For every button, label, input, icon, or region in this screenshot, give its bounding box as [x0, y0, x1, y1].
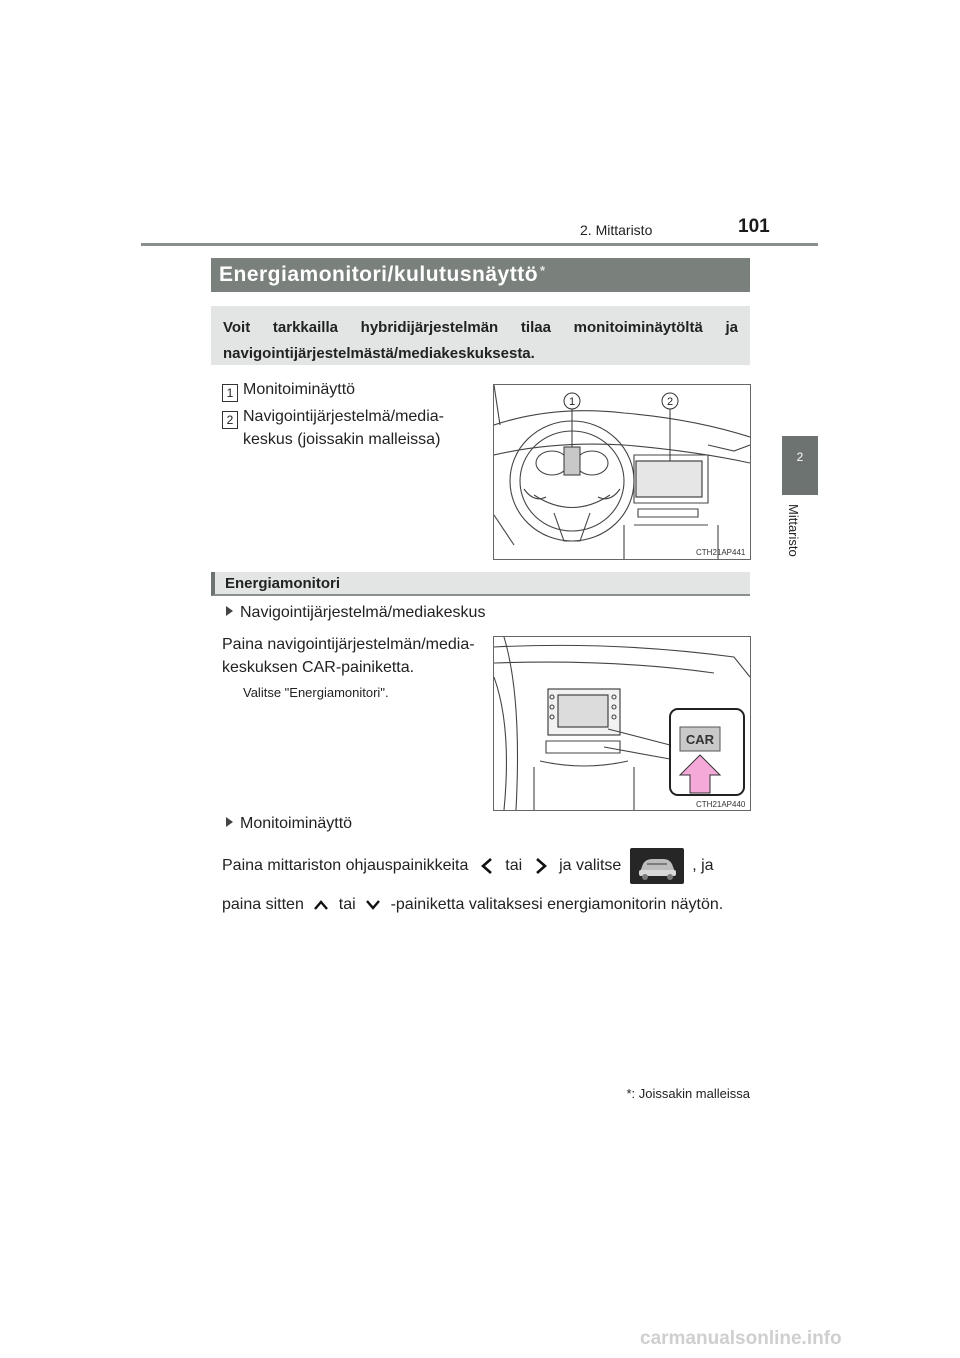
- instruction-text: tai: [338, 896, 356, 913]
- intro-text: Voit tarkkailla hybridijärjestelmän tilaa monitoiminäytöltä ja navigointijärjestelmästä/mediakeskuksesta.: [223, 319, 738, 362]
- instruction-text: tai: [505, 857, 523, 874]
- figure-code: CTH21AP440: [696, 800, 746, 809]
- car-button-label: CAR: [685, 732, 715, 747]
- footnote-marker: *: [626, 1086, 632, 1101]
- instruction-text-continued: keskuksen CAR-painiketta.: [222, 659, 415, 676]
- bullet-text: Monitoiminäyttö: [240, 815, 353, 832]
- chapter-tab-label: Mittaristo: [786, 504, 801, 557]
- bullet-triangle-icon: [226, 606, 233, 616]
- chapter-tab: [782, 436, 818, 495]
- instruction-note: Valitse "Energiamonitori".: [243, 685, 389, 700]
- item-label-continued: keskus (joissakin malleissa): [243, 431, 441, 448]
- section-title-bar: [211, 258, 750, 292]
- chevron-down-icon: [364, 898, 382, 912]
- section-title-marker: *: [540, 263, 546, 278]
- car-button-figure: [493, 636, 751, 811]
- chapter-title: 2. Mittaristo: [580, 222, 653, 238]
- dashboard-illustration: [494, 385, 750, 559]
- bullet-triangle-icon: [226, 817, 233, 827]
- chevron-right-icon: [531, 856, 551, 876]
- page-number: 101: [738, 216, 770, 237]
- center-console-illustration: [494, 637, 750, 810]
- chevron-left-icon: [477, 856, 497, 876]
- dashboard-figure: [493, 384, 751, 560]
- item-number-badge: 2: [222, 411, 238, 429]
- item-number-badge: 1: [222, 384, 238, 402]
- figure-callout-2: 2: [666, 396, 674, 408]
- car-icon: [630, 848, 684, 884]
- bullet-text: Navigointijärjestelmä/mediakeskus: [240, 604, 486, 621]
- instruction-text: paina sitten: [222, 896, 304, 913]
- instruction-text: ja valitse: [559, 857, 622, 874]
- figure-callout-1: 1: [568, 396, 576, 408]
- figure-code: CTH21AP441: [696, 548, 746, 557]
- instruction-line: [222, 846, 750, 886]
- header-divider: [141, 243, 818, 246]
- instruction-text: Paina mittariston ohjauspainikkeita: [222, 857, 469, 874]
- item-label: Navigointijärjestelmä/media-: [243, 408, 444, 425]
- subsection-heading: Energiamonitori: [225, 575, 341, 592]
- footnote-text: : Joissakin malleissa: [631, 1086, 750, 1101]
- item-label: Monitoiminäyttö: [243, 381, 356, 398]
- chevron-up-icon: [312, 898, 330, 912]
- bullet-item: [226, 812, 352, 836]
- instruction-text: -painiketta valitaksesi energiamonitorin näytön.: [390, 896, 724, 913]
- instruction-line: [222, 893, 723, 917]
- chapter-tab-number: 2: [796, 450, 804, 464]
- intro-box: [211, 306, 750, 365]
- bullet-item: [226, 601, 485, 625]
- instruction-text: , ja: [692, 857, 714, 874]
- instruction-text: Paina navigointijärjestelmän/media-: [222, 636, 475, 653]
- watermark: carmanualsonline.info: [640, 1328, 842, 1349]
- footnote: [600, 1086, 750, 1101]
- section-title: Energiamonitori/kulutusnäyttö: [219, 263, 539, 286]
- subsection-heading-bar: [211, 572, 750, 596]
